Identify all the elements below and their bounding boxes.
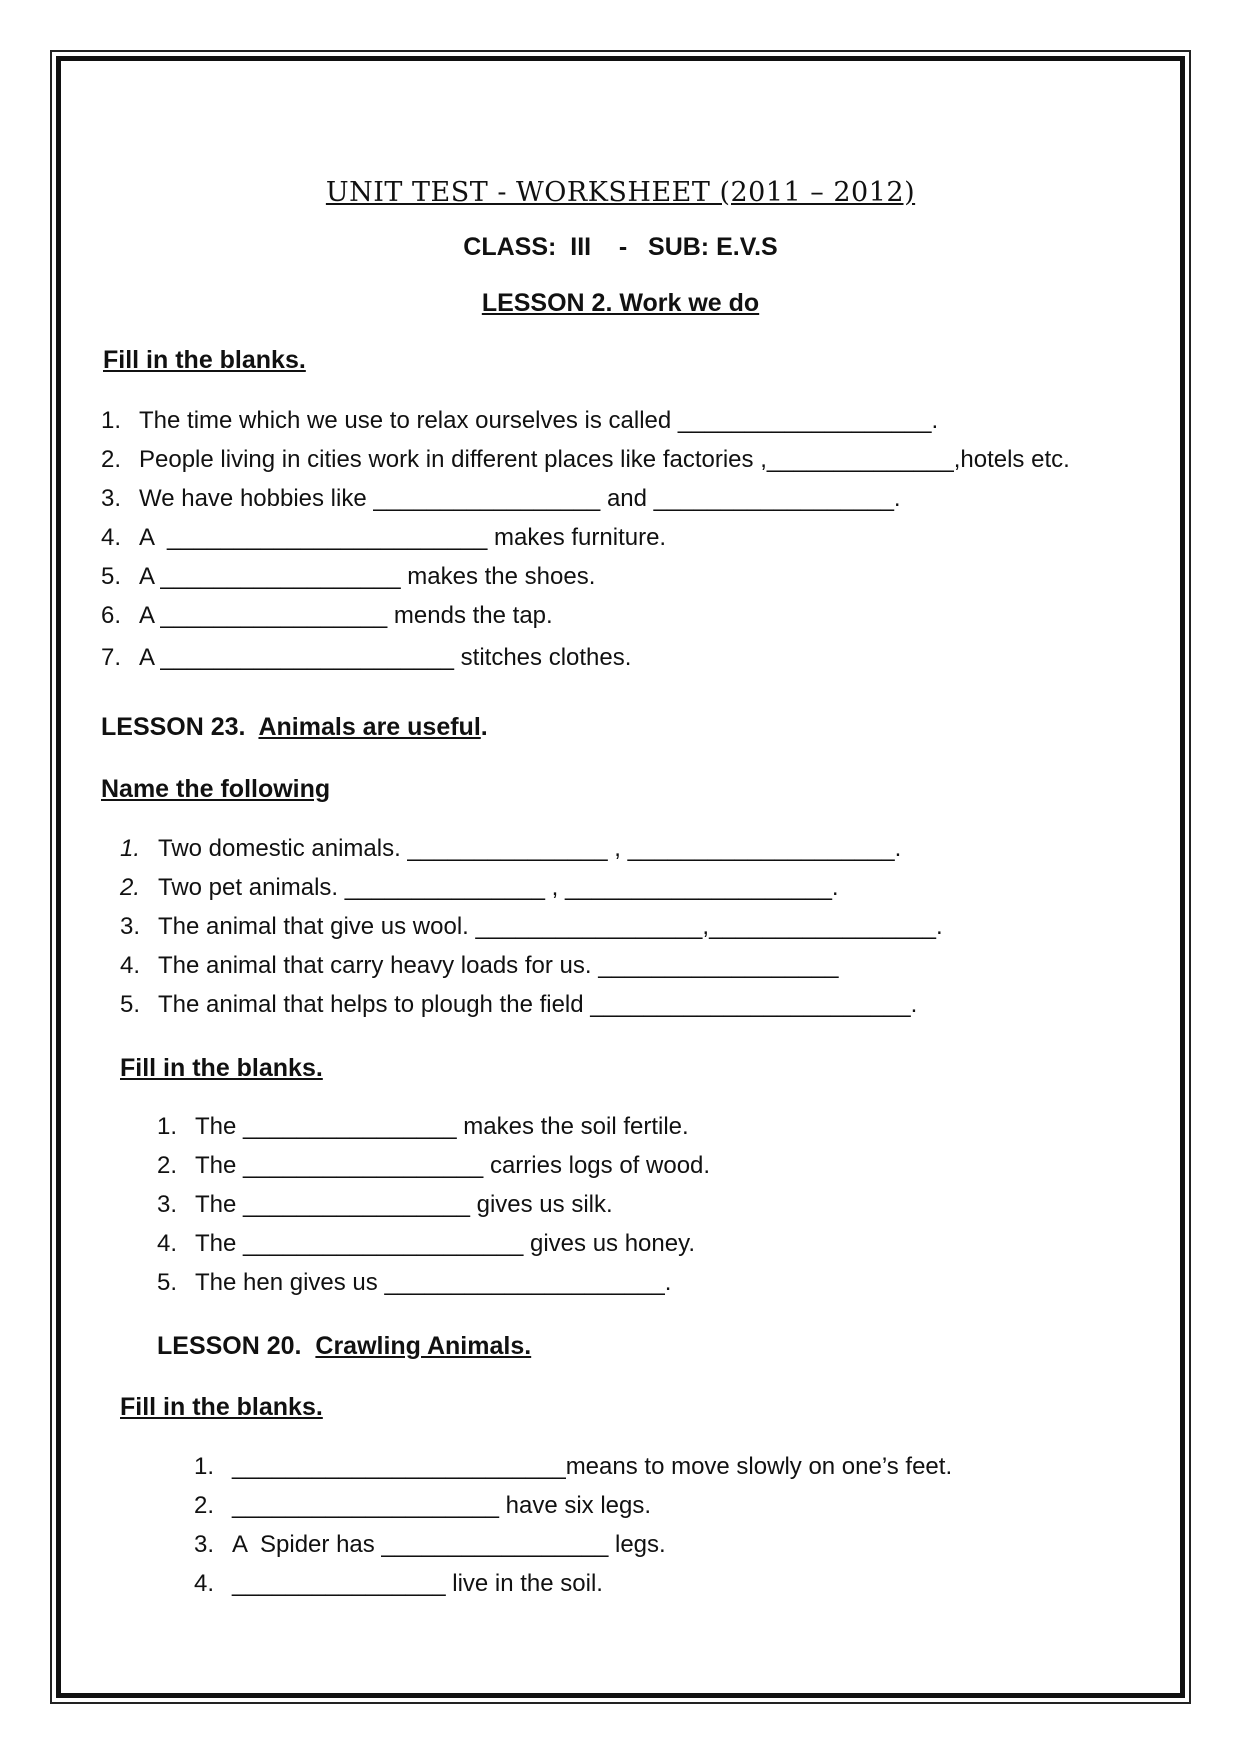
item-text: A __________________ makes the shoes.	[139, 563, 596, 590]
list-item	[120, 913, 943, 941]
list-item	[120, 952, 838, 980]
list-item	[101, 446, 1070, 474]
item-number: 3.	[194, 1531, 215, 1558]
item-text: The time which we use to relax ourselves is called ___________________.	[139, 407, 939, 434]
item-number: 4.	[101, 524, 122, 551]
item-number: 1.	[101, 407, 122, 434]
item-number: 4.	[194, 1570, 215, 1597]
list-item	[120, 874, 839, 902]
item-text: The animal that helps to plough the field ________________________.	[158, 991, 918, 1018]
section-3-heading: Fill in the blanks.	[120, 1054, 323, 1082]
item-number: 1.	[194, 1453, 215, 1480]
item-number: 1.	[120, 835, 141, 862]
item-text: A Spider has _________________ legs.	[232, 1531, 666, 1558]
list-item	[101, 644, 631, 672]
item-number: 3.	[101, 485, 122, 512]
item-text: The hen gives us _____________________.	[195, 1269, 672, 1296]
list-item	[101, 485, 901, 513]
list-item	[157, 1152, 710, 1180]
item-number: 2.	[194, 1492, 215, 1519]
item-number: 3.	[120, 913, 141, 940]
list-item	[101, 602, 553, 630]
item-text: Two pet animals. _______________ , ____________________.	[158, 874, 839, 901]
lesson-20-title: Crawling Animals.	[315, 1332, 532, 1360]
section-1-heading: Fill in the blanks.	[103, 346, 306, 374]
list-item	[157, 1269, 671, 1297]
lesson-23-title: Animals are useful	[258, 713, 481, 741]
list-item	[194, 1531, 666, 1559]
item-text: ____________________ have six legs.	[232, 1492, 652, 1519]
item-number: 2.	[120, 874, 141, 901]
item-number: 5.	[101, 563, 122, 590]
item-text: The __________________ carries logs of wood.	[195, 1152, 711, 1179]
lesson-23-prefix: LESSON 23.	[101, 713, 259, 741]
list-item	[157, 1191, 613, 1219]
item-text: _________________________means to move slowly on one’s feet.	[232, 1453, 953, 1480]
item-text: A _________________ mends the tap.	[139, 602, 553, 629]
item-number: 5.	[157, 1269, 178, 1296]
list-item	[120, 991, 917, 1019]
item-text: ________________ live in the soil.	[232, 1570, 603, 1597]
lesson-20-prefix: LESSON 20.	[157, 1332, 316, 1360]
item-text: A ________________________ makes furniture.	[139, 524, 667, 551]
item-text: We have hobbies like _________________ and __________________.	[139, 485, 901, 512]
section-2-heading: Name the following	[101, 775, 331, 803]
item-number: 4.	[120, 952, 141, 979]
list-item	[194, 1453, 952, 1481]
item-text: Two domestic animals. _______________ , ____________________.	[158, 835, 902, 862]
list-item	[120, 835, 901, 863]
lesson-23-heading	[101, 713, 488, 742]
item-text: The ________________ makes the soil fertile.	[195, 1113, 689, 1140]
item-text: The animal that give us wool. _________________,_________________.	[158, 913, 943, 940]
section-4-heading: Fill in the blanks.	[120, 1393, 323, 1421]
lesson-20-heading	[157, 1332, 531, 1361]
item-text: A ______________________ stitches clothes.	[139, 644, 632, 671]
item-number: 2.	[157, 1152, 178, 1179]
list-item	[157, 1113, 689, 1141]
item-text: The animal that carry heavy loads for us. __________________	[158, 952, 839, 979]
list-item	[101, 407, 938, 435]
item-number: 7.	[101, 644, 122, 671]
class-subject-line: CLASS: III - SUB: E.V.S	[463, 233, 778, 261]
list-item	[101, 524, 666, 552]
item-number: 3.	[157, 1191, 178, 1218]
item-text: The _________________ gives us silk.	[195, 1191, 613, 1218]
item-text: The _____________________ gives us honey.	[195, 1230, 695, 1257]
item-number: 2.	[101, 446, 122, 473]
list-item	[101, 563, 595, 591]
worksheet-title: UNIT TEST - WORKSHEET (2011 – 2012)	[325, 177, 916, 208]
item-number: 6.	[101, 602, 122, 629]
item-number: 1.	[157, 1113, 178, 1140]
list-item	[157, 1230, 695, 1258]
item-number: 4.	[157, 1230, 178, 1257]
item-text: People living in cities work in different places like factories ,______________,hotels etc.	[139, 446, 1070, 473]
item-number: 5.	[120, 991, 141, 1018]
lesson-23-suffix: .	[480, 713, 488, 741]
list-item	[194, 1492, 651, 1520]
list-item	[194, 1570, 603, 1598]
lesson-2-heading: LESSON 2. Work we do	[481, 289, 760, 317]
